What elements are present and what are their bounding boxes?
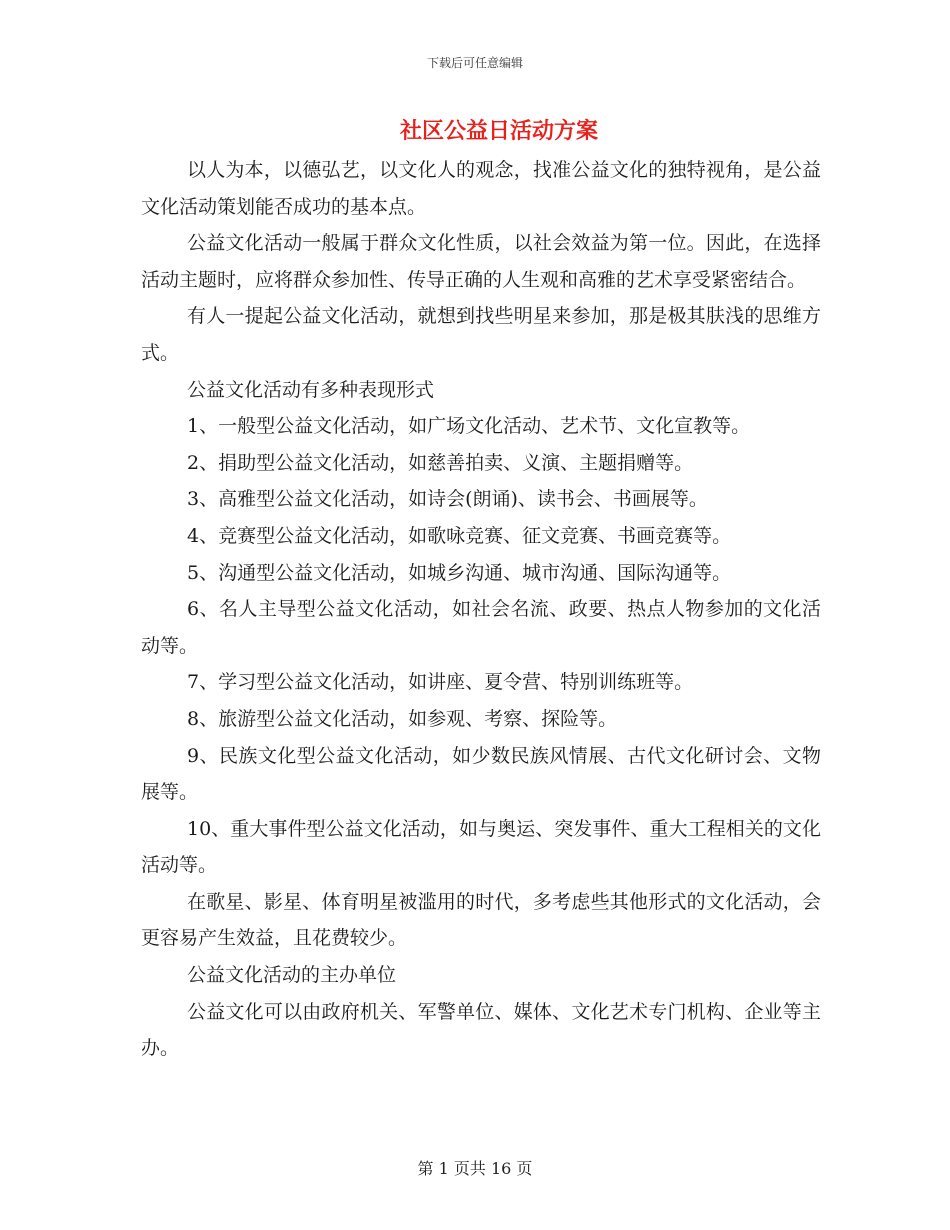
paragraph: 在歌星、影星、体育明星被滥用的时代，多考虑些其他形式的文化活动，会更容易产生效益，且花费较少。 (141, 890, 821, 950)
document-title: 社区公益日活动方案 (399, 119, 598, 144)
paragraph: 以人为本，以德弘艺，以文化人的观念，找准公益文化的独特视角，是公益文化活动策划能否成功的基本点。 (141, 159, 821, 218)
paragraph: 公益文化活动一般属于群众文化性质，以社会效益为第一位。因此，在选择活动主题时，应将群众参加性、传导正确的人生观和高雅的艺术享受紧密结合。 (141, 232, 821, 291)
list-item: 9、民族文化型公益文化活动，如少数民族风情展、古代文化研讨会、文物展等。 (141, 744, 821, 804)
page-number: 第 1 页共 16 页 (417, 1159, 533, 1178)
paragraph: 有人一提起公益文化活动，就想到找些明星来参加，那是极其肤浅的思维方式。 (141, 305, 821, 364)
list-item: 8、旅游型公益文化活动，如参观、考察、探险等。 (187, 707, 618, 730)
list-item: 5、沟通型公益文化活动，如城乡沟通、城市沟通、国际沟通等。 (187, 561, 732, 584)
list-item: 3、高雅型公益文化活动，如诗会(朗诵)、读书会、书画展等。 (187, 488, 708, 511)
section-heading: 公益文化活动的主办单位 (187, 964, 397, 987)
document-body (141, 152, 821, 1067)
paragraph: 公益文化可以由政府机关、军警单位、媒体、文化艺术专门机构、企业等主办。 (141, 1000, 821, 1060)
header-note: 下载后可任意编辑 (426, 56, 523, 70)
list-item: 2、捐助型公益文化活动，如慈善拍卖、义演、主题捐赠等。 (187, 451, 694, 474)
list-item: 10、重大事件型公益文化活动，如与奥运、突发事件、重大工程相关的文化活动等。 (141, 817, 821, 877)
section-heading: 公益文化活动有多种表现形式 (187, 378, 435, 401)
list-item: 1、一般型公益文化活动，如广场文化活动、艺术节、文化宣教等。 (187, 415, 751, 438)
list-item: 4、竞赛型公益文化活动，如歌咏竞赛、征文竞赛、书画竞赛等。 (187, 524, 732, 547)
list-item: 7、学习型公益文化活动，如讲座、夏令营、特别训练班等。 (187, 671, 694, 694)
list-item: 6、名人主导型公益文化活动，如社会名流、政要、热点人物参加的文化活动等。 (141, 598, 821, 657)
